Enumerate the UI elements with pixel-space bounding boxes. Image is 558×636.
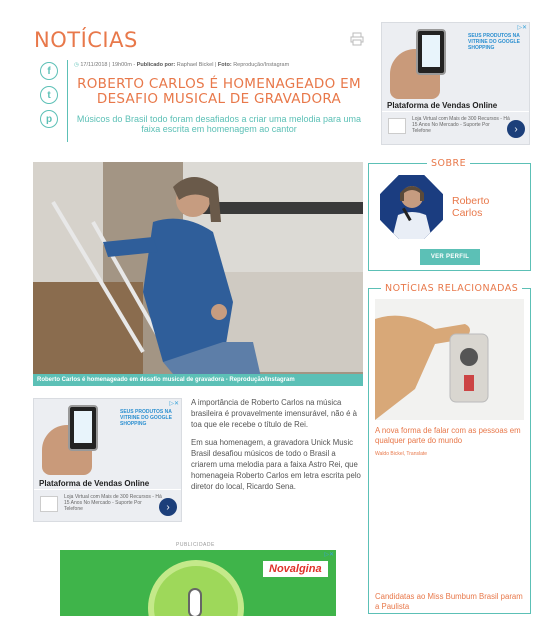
banner-ad[interactable] (60, 550, 336, 616)
pinterest-icon[interactable]: p (40, 110, 58, 128)
print-icon[interactable] (350, 32, 364, 46)
view-profile-button[interactable]: VER PERFIL (420, 249, 480, 265)
adchoices-icon[interactable]: ▷✕ (517, 25, 527, 31)
ad-arrow-button[interactable]: › (159, 498, 177, 516)
article-headline: ROBERTO CARLOS É HOMENAGEADO EM DESAFIO MUSICAL DE GRAVADORA (77, 76, 361, 107)
related-image[interactable] (375, 299, 524, 420)
ad-promo-text: SEUS PRODUTOS NA VITRINE DO GOOGLE SHOPPING (120, 409, 172, 427)
adchoices-icon[interactable]: ▷✕ (169, 401, 179, 407)
related-article-title[interactable]: Candidatas ao Miss Bumbum Brasil param a Paulista (375, 592, 523, 611)
related-title: NOTÍCIAS RELACIONADAS (381, 283, 522, 294)
about-title: SOBRE (427, 158, 470, 169)
ad-separator (34, 489, 181, 490)
article-paragraph: A importância de Roberto Carlos na música brasileira é provavelmente imensurável, não é à toa que ele recebe o título de Rei. (191, 398, 357, 429)
photo-caption: Roberto Carlos é homenageado em desafio musical de gravadora - Reprodução/Instagram (33, 374, 363, 386)
twitter-icon[interactable]: t (40, 86, 58, 104)
ad-promo-text: SEUS PRODUTOS NA VITRINE DO GOOGLE SHOPPING (468, 33, 520, 51)
ad-title[interactable]: Plataforma de Vendas Online (39, 479, 150, 488)
related-article-title[interactable]: A nova forma de falar com as pessoas em qualquer parte do mundo (375, 426, 521, 445)
share-buttons (40, 62, 64, 134)
related-article-meta: Waldo Bickel, Translate (375, 451, 428, 457)
ad-text: Loja Virtual com Mais de 300 Recursos - Há 15 Anos No Mercado - Suporte Por Telefone (412, 116, 510, 134)
advertising-label: PUBLICIDADE (176, 542, 215, 548)
ad-title[interactable]: Plataforma de Vendas Online (387, 101, 498, 110)
ad-phone-image (68, 405, 98, 451)
ad-separator (382, 111, 529, 112)
photo-image (33, 162, 363, 386)
article-date: 17/11/2018 | 19h00m - (80, 62, 137, 68)
banner-logo: Novalgina (262, 560, 329, 578)
ad-top-right[interactable] (381, 22, 530, 145)
article-meta (74, 62, 289, 68)
author-avatar[interactable] (380, 175, 443, 239)
article-body (191, 398, 363, 500)
article-author: Raphael Bickel | (175, 62, 218, 68)
photo-label: Foto: (217, 62, 232, 68)
ad-phone-image (416, 29, 446, 75)
ad-in-article[interactable] (33, 398, 182, 522)
ad-logo (40, 496, 58, 512)
article-subhead: Músicos do Brasil todo foram desafiados a criar uma melodia para uma faixa escrita em homenagem ao cantor (76, 114, 362, 134)
ad-arrow-button[interactable]: › (507, 120, 525, 138)
related-image-graphic (375, 299, 524, 420)
article-photo (33, 162, 363, 386)
clock-icon: ◷ (74, 62, 79, 68)
adchoices-icon[interactable]: ▷✕ (324, 552, 334, 558)
author-name[interactable]: Roberto Carlos (452, 195, 490, 219)
author-avatar-image (380, 175, 443, 239)
page-title: NOTÍCIAS (34, 28, 138, 52)
thermometer-icon (188, 588, 202, 616)
article-paragraph: Em sua homenagem, a gravadora Unick Music Brasil desafiou músicos de todo o Brasil a criarem uma melodia para a faixa Astro Rei, que homenageia Roberto Carlos em letra escrita pelo diretor do local, Ricardo Sena. (191, 438, 361, 491)
divider (67, 60, 68, 142)
ad-text: Loja Virtual com Mais de 300 Recursos - Há 15 Anos No Mercado - Suporte Por Telefone (64, 494, 162, 512)
photo-credit: Reprodução/Instagram (231, 62, 290, 68)
published-by-label: Publicado por: (136, 62, 176, 68)
facebook-icon[interactable]: f (40, 62, 58, 80)
ad-logo (388, 118, 406, 134)
